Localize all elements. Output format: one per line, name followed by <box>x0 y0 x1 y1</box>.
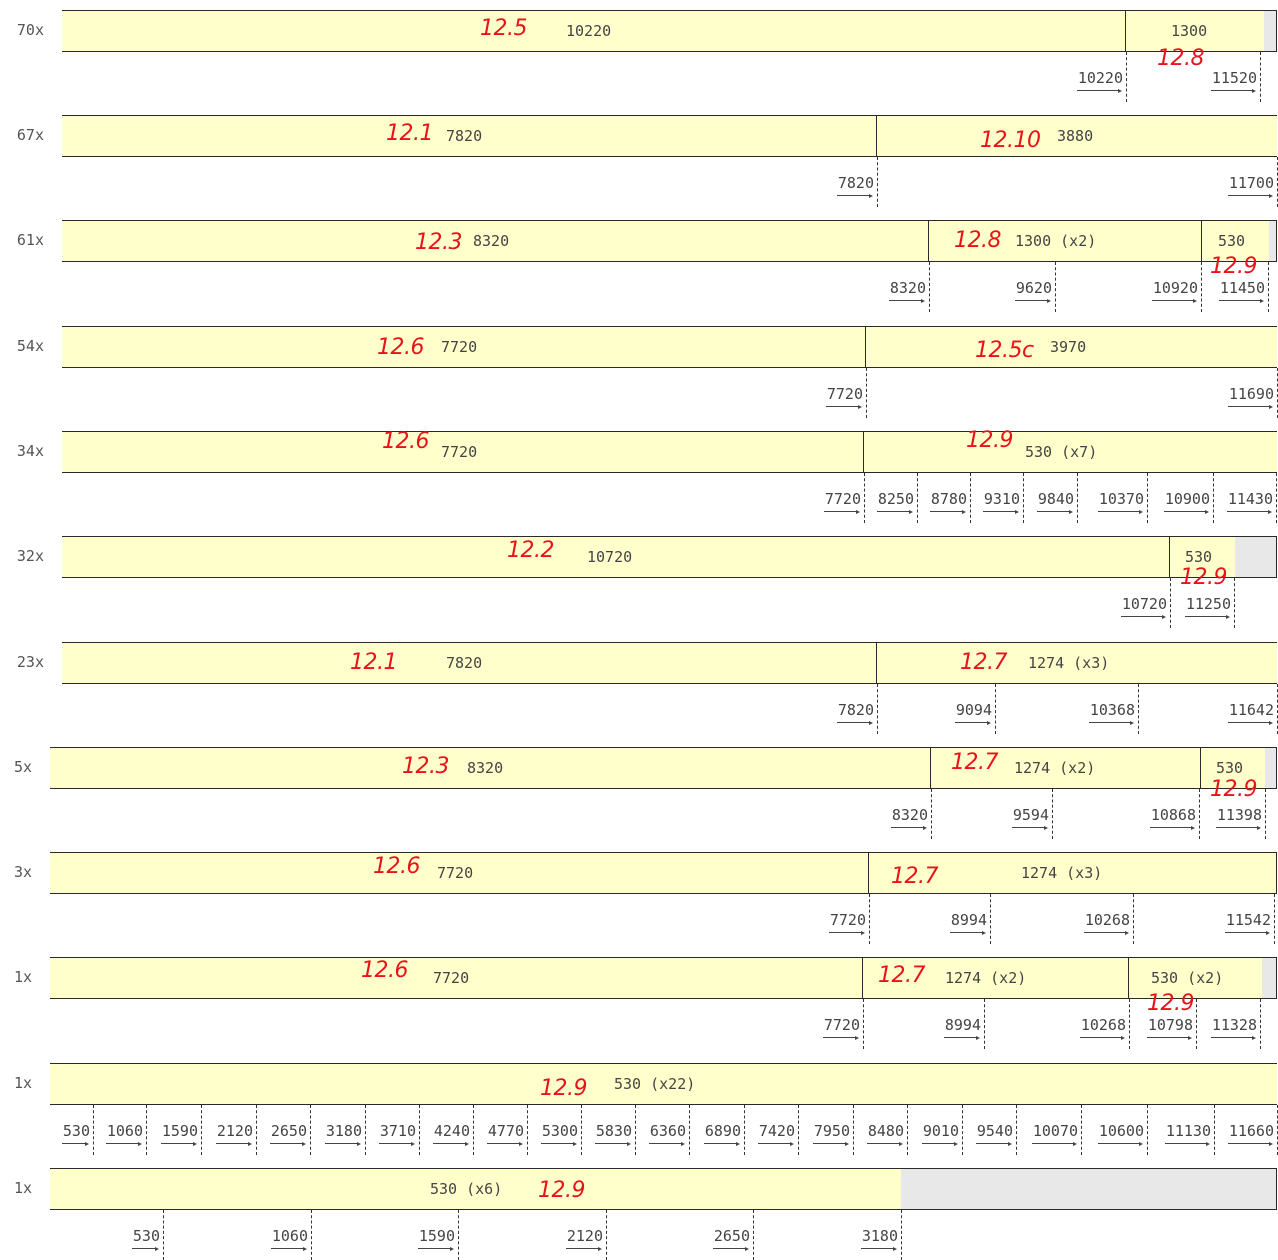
position-mark: 5830 <box>595 1122 632 1140</box>
position-mark: 8994 <box>950 911 987 929</box>
position-underline <box>325 1143 359 1144</box>
position-underline <box>1077 90 1120 91</box>
position-underline <box>891 827 925 828</box>
position-mark: 4770 <box>487 1122 524 1140</box>
position-mark: 3180 <box>861 1227 898 1245</box>
row-multiplier: 54x <box>16 337 44 355</box>
row-multiplier: 1x <box>13 1179 32 1197</box>
position-underline <box>1012 827 1046 828</box>
position-underline <box>1216 827 1259 828</box>
position-mark: 11542 <box>1225 911 1271 929</box>
position-mark: 2120 <box>216 1122 253 1140</box>
position-mark: 9540 <box>976 1122 1013 1140</box>
arrow-icon <box>357 1142 361 1146</box>
segment-length-label: 530 <box>1218 232 1246 250</box>
position-mark: 9620 <box>1015 279 1052 297</box>
cut-line <box>995 684 996 734</box>
arrow-icon <box>921 299 925 303</box>
part-tag: 12.7 <box>878 963 925 988</box>
position-underline <box>418 1248 452 1249</box>
arrow-icon <box>1015 510 1019 514</box>
arrow-icon <box>1269 1142 1273 1146</box>
position-mark: 11450 <box>1219 279 1265 297</box>
arrow-icon <box>1044 826 1048 830</box>
position-underline <box>379 1143 413 1144</box>
position-mark: 9094 <box>955 701 992 719</box>
arrow-icon <box>1139 510 1143 514</box>
arrow-icon <box>736 1142 740 1146</box>
position-mark: 9594 <box>1012 806 1049 824</box>
position-underline <box>867 1143 901 1144</box>
cut-line <box>458 1210 459 1260</box>
position-mark: 1060 <box>106 1122 143 1140</box>
part-tag: 12.9 <box>1147 991 1194 1016</box>
segment-length-label: 8320 <box>467 759 504 777</box>
position-underline <box>1032 1143 1075 1144</box>
position-underline <box>1098 1143 1141 1144</box>
segment-length-label: 7720 <box>437 864 474 882</box>
position-underline <box>1084 932 1127 933</box>
cut-line <box>869 894 870 944</box>
cut-line <box>1276 473 1277 523</box>
arrow-icon <box>745 1247 749 1251</box>
position-underline <box>1225 932 1268 933</box>
position-mark: 11250 <box>1185 595 1231 613</box>
arrow-icon <box>1266 931 1270 935</box>
position-mark: 8480 <box>867 1122 904 1140</box>
arrow-icon <box>465 1142 469 1146</box>
arrow-icon <box>1121 1036 1125 1040</box>
segment-length-label: 1300 (x2) <box>1015 232 1097 250</box>
part-tag: 12.6 <box>361 958 408 983</box>
position-underline <box>1164 511 1207 512</box>
position-mark: 2650 <box>713 1227 750 1245</box>
row-multiplier: 3x <box>13 863 32 881</box>
arrow-icon <box>1073 1142 1077 1146</box>
position-underline <box>829 932 863 933</box>
position-mark: 11430 <box>1227 490 1273 508</box>
part-tag: 12.1 <box>386 121 433 146</box>
arrow-icon <box>303 1247 307 1251</box>
cut-line <box>311 1210 312 1260</box>
row-multiplier: 1x <box>13 968 32 986</box>
position-mark: 7720 <box>829 911 866 929</box>
position-underline <box>1037 511 1071 512</box>
segment-length-label: 530 <box>1185 548 1213 566</box>
position-mark: 11130 <box>1165 1122 1211 1140</box>
position-underline <box>62 1143 87 1144</box>
position-underline <box>837 722 871 723</box>
segment-length-label: 530 (x22) <box>614 1075 696 1093</box>
part-tag: 12.9 <box>966 428 1013 453</box>
part-tag: 12.6 <box>382 429 429 454</box>
arrow-icon <box>1252 89 1256 93</box>
cut-line <box>1268 262 1269 312</box>
part-tag: 12.9 <box>1180 565 1227 590</box>
part-tag: 12.3 <box>415 230 462 255</box>
position-mark: 10370 <box>1098 490 1144 508</box>
position-underline <box>889 300 923 301</box>
row-multiplier: 1x <box>13 1074 32 1092</box>
cut-line <box>866 368 867 418</box>
position-mark: 10070 <box>1032 1122 1078 1140</box>
part-tag: 12.7 <box>951 750 998 775</box>
position-mark: 10268 <box>1084 911 1130 929</box>
segment-length-label: 530 (x7) <box>1025 443 1098 461</box>
position-underline <box>1211 90 1254 91</box>
cut-line <box>1260 999 1261 1049</box>
position-underline <box>595 1143 629 1144</box>
position-mark: 3180 <box>325 1122 362 1140</box>
segment-length-label: 1274 (x3) <box>1028 654 1110 672</box>
position-underline <box>1228 722 1271 723</box>
segment-length-label: 1274 (x2) <box>1014 759 1096 777</box>
part-tag: 12.5c <box>975 338 1034 363</box>
position-mark: 10368 <box>1089 701 1135 719</box>
row-multiplier: 5x <box>13 758 32 776</box>
arrow-icon <box>248 1142 252 1146</box>
arrow-icon <box>598 1247 602 1251</box>
position-mark: 1590 <box>161 1122 198 1140</box>
cut-line <box>1234 578 1235 628</box>
position-mark: 10720 <box>1121 595 1167 613</box>
arrow-icon <box>193 1142 197 1146</box>
arrow-icon <box>1260 299 1264 303</box>
arrow-icon <box>1252 1036 1256 1040</box>
part-tag: 12.8 <box>1157 46 1204 71</box>
part-tag: 12.9 <box>538 1178 585 1203</box>
segment-length-label: 3970 <box>1050 338 1087 356</box>
row-multiplier: 67x <box>16 126 44 144</box>
position-mark: 9310 <box>983 490 1020 508</box>
row-multiplier: 70x <box>16 21 44 39</box>
segment-length-label: 10720 <box>587 548 633 566</box>
segment-length-label: 3880 <box>1057 127 1094 145</box>
position-underline <box>1089 722 1132 723</box>
part-tag: 12.2 <box>507 538 554 563</box>
position-mark: 530 <box>132 1227 160 1245</box>
position-mark: 10868 <box>1150 806 1196 824</box>
position-mark: 7950 <box>813 1122 850 1140</box>
cut-line <box>931 789 932 839</box>
cut-line <box>863 999 864 1049</box>
position-mark: 11690 <box>1228 385 1274 403</box>
cut-line <box>1126 52 1127 102</box>
arrow-icon <box>869 721 873 725</box>
stock-bar <box>62 536 1277 578</box>
segment-length-label: 1274 (x2) <box>945 969 1027 987</box>
position-underline <box>922 1143 956 1144</box>
position-mark: 10920 <box>1152 279 1198 297</box>
cut-line <box>877 157 878 207</box>
position-mark: 10268 <box>1080 1016 1126 1034</box>
position-mark: 10600 <box>1098 1122 1144 1140</box>
segment-length-label: 530 <box>1216 759 1244 777</box>
arrow-icon <box>1191 826 1195 830</box>
position-mark: 5300 <box>541 1122 578 1140</box>
segment-length-label: 10220 <box>566 22 612 40</box>
position-underline <box>944 1037 978 1038</box>
position-mark: 10798 <box>1147 1016 1193 1034</box>
cut-line <box>990 894 991 944</box>
position-mark: 8994 <box>944 1016 981 1034</box>
position-mark: 1060 <box>271 1227 308 1245</box>
arrow-icon <box>1206 1142 1210 1146</box>
arrow-icon <box>1130 721 1134 725</box>
arrow-icon <box>85 1142 89 1146</box>
position-underline <box>955 722 989 723</box>
part-tag: 12.9 <box>1210 777 1257 802</box>
arrow-icon <box>869 194 873 198</box>
arrow-icon <box>893 1247 897 1251</box>
cut-line <box>901 1210 902 1260</box>
position-mark: 6890 <box>704 1122 741 1140</box>
stock-bar <box>62 326 1277 368</box>
arrow-icon <box>1188 1036 1192 1040</box>
row-multiplier: 61x <box>16 231 44 249</box>
arrow-icon <box>519 1142 523 1146</box>
cut-line <box>1265 789 1266 839</box>
position-mark: 11328 <box>1211 1016 1257 1034</box>
cut-line <box>1133 894 1134 944</box>
position-underline <box>649 1143 683 1144</box>
arrow-icon <box>855 1036 859 1040</box>
arrow-icon <box>155 1247 159 1251</box>
position-mark: 8780 <box>930 490 967 508</box>
arrow-icon <box>987 721 991 725</box>
position-underline <box>541 1143 575 1144</box>
row-multiplier: 23x <box>16 653 44 671</box>
arrow-icon <box>1205 510 1209 514</box>
position-underline <box>1121 616 1164 617</box>
position-mark: 8320 <box>891 806 928 824</box>
position-underline <box>1228 195 1271 196</box>
arrow-icon <box>1257 826 1261 830</box>
segment-length-label: 7720 <box>441 338 478 356</box>
cut-line <box>753 1210 754 1260</box>
position-mark: 7420 <box>758 1122 795 1140</box>
arrow-icon <box>1162 615 1166 619</box>
position-underline <box>983 511 1017 512</box>
part-tag: 12.7 <box>891 864 938 889</box>
arrow-icon <box>627 1142 631 1146</box>
position-mark: 6360 <box>649 1122 686 1140</box>
arrow-icon <box>1118 89 1122 93</box>
part-tag: 12.6 <box>377 335 424 360</box>
position-underline <box>161 1143 195 1144</box>
stock-bar <box>62 115 1277 157</box>
position-underline <box>824 511 858 512</box>
arrow-icon <box>790 1142 794 1146</box>
arrow-icon <box>909 510 913 514</box>
part-tag: 12.9 <box>1210 254 1257 279</box>
stock-bar <box>50 1168 1277 1210</box>
position-mark: 7820 <box>837 174 874 192</box>
arrow-icon <box>573 1142 577 1146</box>
position-underline <box>106 1143 140 1144</box>
arrow-icon <box>411 1142 415 1146</box>
part-tag: 12.5 <box>480 16 527 41</box>
position-underline <box>1098 511 1141 512</box>
position-mark: 7820 <box>837 701 874 719</box>
position-underline <box>487 1143 521 1144</box>
cut-line <box>163 1210 164 1260</box>
position-mark: 2650 <box>270 1122 307 1140</box>
arrow-icon <box>138 1142 142 1146</box>
segment-length-label: 530 (x2) <box>1151 969 1224 987</box>
arrow-icon <box>856 510 860 514</box>
arrow-icon <box>1193 299 1197 303</box>
arrow-icon <box>861 931 865 935</box>
position-underline <box>1080 1037 1123 1038</box>
cut-line <box>1052 789 1053 839</box>
position-underline <box>1211 1037 1254 1038</box>
stock-bar <box>62 10 1277 52</box>
position-mark: 11520 <box>1211 69 1257 87</box>
segment-length-label: 1300 <box>1171 22 1208 40</box>
arrow-icon <box>681 1142 685 1146</box>
position-underline <box>1150 827 1193 828</box>
cut-line <box>1260 52 1261 102</box>
position-underline <box>861 1248 895 1249</box>
position-mark: 8250 <box>877 490 914 508</box>
part-tag: 12.1 <box>350 650 397 675</box>
cut-line <box>984 999 985 1049</box>
segment-length-label: 8320 <box>473 232 510 250</box>
position-mark: 9010 <box>922 1122 959 1140</box>
row-multiplier: 32x <box>16 547 44 565</box>
position-mark: 4240 <box>433 1122 470 1140</box>
position-underline <box>1227 511 1270 512</box>
position-underline <box>1219 300 1262 301</box>
position-mark: 11398 <box>1216 806 1262 824</box>
position-underline <box>270 1143 304 1144</box>
cut-line <box>1274 894 1275 944</box>
part-tag: 12.10 <box>980 128 1041 153</box>
position-underline <box>826 406 860 407</box>
position-mark: 11660 <box>1228 1122 1274 1140</box>
arrow-icon <box>982 931 986 935</box>
position-underline <box>950 932 984 933</box>
segment-length-label: 1274 (x3) <box>1021 864 1103 882</box>
position-mark: 7720 <box>826 385 863 403</box>
arrow-icon <box>1268 510 1272 514</box>
arrow-icon <box>858 405 862 409</box>
position-mark: 11642 <box>1228 701 1274 719</box>
part-tag: 12.7 <box>960 650 1007 675</box>
position-mark: 2120 <box>566 1227 603 1245</box>
part-tag: 12.8 <box>954 228 1001 253</box>
position-mark: 8320 <box>889 279 926 297</box>
arrow-icon <box>899 1142 903 1146</box>
segment-length-label: 7720 <box>433 969 470 987</box>
position-underline <box>758 1143 792 1144</box>
arrow-icon <box>1125 931 1129 935</box>
position-underline <box>216 1143 250 1144</box>
arrow-icon <box>1269 194 1273 198</box>
position-underline <box>1185 616 1228 617</box>
position-underline <box>837 195 871 196</box>
part-tag: 12.9 <box>540 1076 587 1101</box>
cut-line <box>1138 684 1139 734</box>
position-underline <box>1228 406 1271 407</box>
segment-length-label: 7820 <box>446 654 483 672</box>
position-mark: 530 <box>62 1122 90 1140</box>
cut-line <box>877 684 878 734</box>
position-mark: 3710 <box>379 1122 416 1140</box>
arrow-icon <box>845 1142 849 1146</box>
cut-line <box>606 1210 607 1260</box>
arrow-icon <box>1047 299 1051 303</box>
segment-length-label: 530 (x6) <box>430 1180 503 1198</box>
position-underline <box>1152 300 1195 301</box>
arrow-icon <box>1269 405 1273 409</box>
row-multiplier: 34x <box>16 442 44 460</box>
position-mark: 1590 <box>418 1227 455 1245</box>
position-underline <box>433 1143 467 1144</box>
position-mark: 11700 <box>1228 174 1274 192</box>
part-tag: 12.3 <box>402 754 449 779</box>
segment-length-label: 7820 <box>446 127 483 145</box>
arrow-icon <box>962 510 966 514</box>
segment-length-label: 7720 <box>441 443 478 461</box>
stock-bar <box>50 957 1277 999</box>
position-mark: 10220 <box>1077 69 1123 87</box>
position-underline <box>713 1248 747 1249</box>
position-mark: 7720 <box>823 1016 860 1034</box>
arrow-icon <box>1226 615 1230 619</box>
position-mark: 7720 <box>824 490 861 508</box>
arrow-icon <box>302 1142 306 1146</box>
arrow-icon <box>976 1036 980 1040</box>
position-underline <box>1228 1143 1271 1144</box>
position-underline <box>976 1143 1010 1144</box>
arrow-icon <box>450 1247 454 1251</box>
position-underline <box>704 1143 738 1144</box>
arrow-icon <box>1139 1142 1143 1146</box>
position-underline <box>823 1037 857 1038</box>
arrow-icon <box>1269 721 1273 725</box>
arrow-icon <box>923 826 927 830</box>
arrow-icon <box>1008 1142 1012 1146</box>
part-tag: 12.6 <box>373 854 420 879</box>
position-mark: 9840 <box>1037 490 1074 508</box>
cut-line <box>929 262 930 312</box>
position-underline <box>813 1143 847 1144</box>
position-underline <box>877 511 911 512</box>
position-underline <box>132 1248 157 1249</box>
position-mark: 10900 <box>1164 490 1210 508</box>
position-underline <box>566 1248 600 1249</box>
position-underline <box>930 511 964 512</box>
position-underline <box>1165 1143 1208 1144</box>
position-underline <box>1147 1037 1190 1038</box>
position-underline <box>1015 300 1049 301</box>
arrow-icon <box>954 1142 958 1146</box>
arrow-icon <box>1069 510 1073 514</box>
cut-line <box>1055 262 1056 312</box>
position-underline <box>271 1248 305 1249</box>
